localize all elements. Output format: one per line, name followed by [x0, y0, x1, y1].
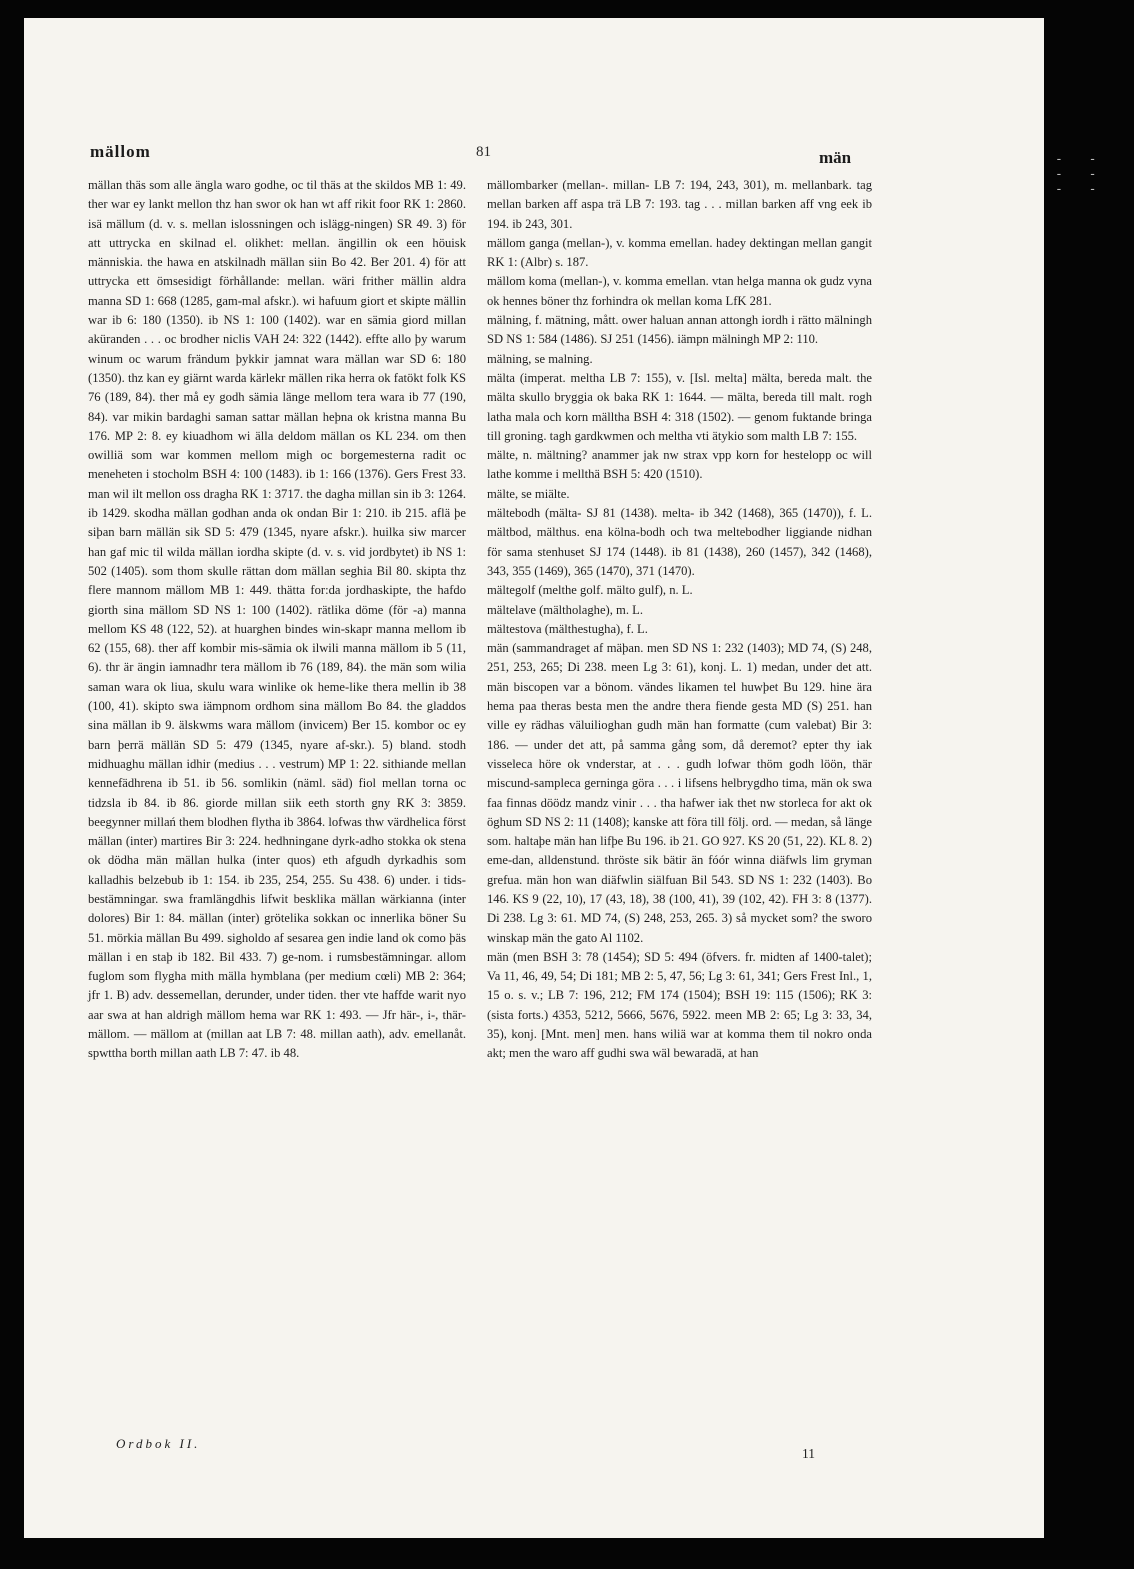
entry-malning: mälning, f. mätning, mått. ower haluan annan attongh iordh i rätto mälningh SD NS 1: 584 (1486). SJ 251 (1456). iämpn mälningh MP 2: 110. [487, 313, 872, 347]
left-column [88, 176, 466, 1064]
header-right-word: män [819, 148, 852, 167]
header-left-word: mällom [90, 142, 151, 161]
left-column-text: mällan thäs som alle ängla waro godhe, oc til thäs at the skildos MB 1: 49. ther war ey lankt mellon thz han swor ok han wt aff rikit foor RK 1: 2860. isä mällum (d. v. s. mellan islossningen och islägg-ningen) SR 49. 3) för att uttrycka en skilnad el. olikhet: mellan. ängillin ok een höuisk människia. the hawa en atskilnadh mällan siin Bo 42. Ber 201. 4) för att uttrycka ett ömsesidigt förhållande: mellan. wäri frither mällin aldra manna SD 1: 668 (1285, gam-mal afskr.). wi hafuum giort et skipte mällin war ib 6: 180 (1350). ib NS 1: 100 (1402). war en sämia giord millan aküranden . . . oc brodher niclis VAH 24: 322 (1442). effte allo þy warum winum oc warum frändum þykkir jamnat wara mällan war SD 6: 180 (1350). thz kan ey giärnt warda kärlekr mällen rika herra ok fatökt folk KS 76 (189, 84). ther må ey godh sämia länge mellom tera wara ib 77 (190, 84). var mikin bardaghi saman sattar mällan heþna ok kristna manna Bu 176. MP 2: 8. ey kiuadhom wi älla deldom mällan os KL 234. om then owilliä som war kommen mellom migh oc borgemesterna radit oc meneheten i stocholm BSH 4: 100 (1483). ib 1: 166 (1376). Gers Frest 33. man wil ilt mellon oss dragha RK 1: 3717. the dagha millan sin ib 3: 1264. ib 1429. skodha mällan godhan anda ok ondan Bir 1: 210. ib 215. aflä þe siþan barn mällän sik SD 5: 479 (1345, nyare afskr.). huilka siw marcer han gaf mic til wilda mällan iordha skipte (d. v. s. vid jordbytet) ib NS 1: 502 (1405). som thom skulle rättan dom mällan seghia Bil 80. skipta thz flere mannom mällom MB 1: 449. thätta for:da jordhaskipte, the hafdo giorth sina mällom SD NS 1: 100 (1402). rätlika döme (för -a) manna mellom KS 48 (122, 52). at huarghen bindes win-skapr manna mellom ib 62 (155, 68). ther aff kombir mis-sämia ok ilwili manna mällom ib 5 (11, 6). thr är ängin iamnadhr tera mällom ib 76 (189, 84). the män som wilia saman wara ok liua, skulu wara winlike ok heme-like thera mellin ib 38 (100, 41). skipto swa iämpnom ordhom sina mällom Bo 84. the gladdos sina mällan ib 9. älskwms wara mällom (invicem) Ber 15. kombor oc ey barn þerrä mällän SD 5: 479 (1345, nyare af-skr.). 5) bland. stodh midhuaghu mällan idhir (medius . . . vestrum) MP 1: 22. sithiande mellan kennefädhrena ib 51. ib 56. somlikin (näml. säd) fiol mellan torna oc tidzsla ib 84. ib 86. giorde millan siik eeth storth gny RK 3: 3859. beegynner millań them blodhen flytha ib 3864. lofwas thw värdhelica först mällan (inter) martires Bir 3: 224. hedhningane dyrk-adho stokka ok stena ok dödha män mällan hulka (inter quos) eth afgudh dyrkadhis som kalladhis belzebub ib 1: 154. ib 235, 254, 255. Su 438. 6) under. i tids-bestämningar. swa framlängdhis lifwit besklika mällan wärkianna (inter dolores) Bir 1: 84. mällan (inter) grötelika sokkan oc innerlika böner Su 51. mörkia mällan Bu 499. sigholdo af sesarea gen indie land ok como þäs mällan i en staþ ib 182. Bil 433. 7) ge-nom. i rumsbestämningar. allom fuglom som flygha mith mälla hymblana (per medium cœli) MB 2: 364; jfr 1. B) adv. dessemellan, derunder, under tiden. ther vte haffde warit nyo aar swa at han aldrigh mällom hema war RK 1: 493. — Jfr här-, i-, thär-mällom. — mällom at (millan aat LB 7: 48. millan aath), adv. emellanåt. spwttha borth millan aath LB 7: 47. ib 48. [88, 178, 466, 1061]
entry-malte-ref: mälte, se miälte. [487, 486, 570, 501]
dictionary-page [24, 18, 1044, 1538]
entry-man-medan: män (sammandraget af mäþan. men SD NS 1: 232 (1403); MD 74, (S) 248, 251, 253, 265; Di 238. meen Lg 3: 61), konj. L. 1) medan, under det att. män biscopen var a bönom. vändes likamen tel huwþet Bu 129. hine ära hema paa theras besta men the andre thera fiende gesta MD (S) 251. han ville ey rädhas väluilioghan gudh män han formatte (cum valebat) Bir 3: 186. — under det att, på samma gång som, då deremot? epter thy iak visseleca höre ok vnderstar, at . . . gudh lofwar thöm godh löön, thär miscund-sampleca gerninga göra . . . i lifsens helbrygdho tima, män ok swa faa finnas döödz mandz vinir . . . tha hafwer iak thet nw storleca for akt ok öghum SD NS 2: 11 (1408); kanske att föra till följ. ord. — medan, så länge som. haltaþe män han lifþe Bu 196. ib 21. GO 927. KS 20 (51, 22). KL 8. 2) eme-dan, alldenstund. thröste sik bätir än fóór winna diäfwls lim gryman grefua. män hon wan diäfwlin siälfuan Bil 543. SD NS 1: 232 (1403). Bo 146. KS 9 (22, 10), 17 (43, 18), 38 (100, 41), 39 (102, 42). FH 3: 8 (1377). Di 238. Lg 3: 61. MD 74, (S) 248, 253, 265. 3) så mycket som? the sworo winskap män the gato Al 1102. [487, 641, 872, 945]
right-column [487, 176, 872, 1064]
entry-maltestova: mältestova (mälthestugha), f. L. [487, 621, 648, 636]
entry-maltelave: mältelave (mältholaghe), m. L. [487, 602, 643, 617]
entry-malning-ref: mälning, se malning. [487, 351, 593, 366]
entry-malte: mälte, n. mältning? anammer jak nw strax vpp korn for hestelopp oc will lathe komme i mellthä BSH 5: 420 (1510). [487, 448, 872, 482]
entry-maltebodh: mältebodh (mälta- SJ 81 (1438). melta- ib 342 (1468), 365 (1470)), f. L. mältbod, mälthus. ena kölna-bodh och twa meltebodher liggiande nidhan för sama stenhuset SJ 174 (1448). ib 81 (1438), 260 (1457), 342 (1468), 343, 355 (1469), 365 (1470), 371 (1470). [487, 506, 872, 578]
sheet-number: 11 [802, 1446, 815, 1461]
entry-mallombarker: mällombarker (mellan-. millan- LB 7: 194, 243, 301), m. mellanbark. tag mellan barken aff aspa trä LB 7: 193. tag . . . millan barken aff vng eek ib 194. ib 243, 301. [487, 178, 872, 231]
entry-mallom-koma: mällom koma (mellan-), v. komma emellan. vtan helga manna ok gudz vyna ok hennes böner thz forhindra ok mellan koma LfK 281. [487, 274, 872, 308]
scan-edge-dashes: - - - - - - [1055, 152, 1106, 197]
entry-man-men: män (men BSH 3: 78 (1454); SD 5: 494 (öfvers. fr. midten af 1400-talet); Va 11, 46, 49, 54; Di 181; MB 2: 5, 47, 56; Lg 3: 61, 341; Gers Frest Inl., 1, 15 o. s. v.; LB 7: 196, 212; FM 174 (1504); BSH 19: 115 (1506); RK 3: (sista forts.) 4353, 5212, 5666, 5676, 5922. meen MB 2: 65; Lg 3: 33, 34, 35), konj. [Mnt. men] men. hans wiliä war at komma them til nokro onda akt; men the waro aff gudhi swa wäl bewaradä, at han [487, 949, 872, 1061]
page-number: 81 [476, 144, 491, 160]
entry-mallom-ganga: mällom ganga (mellan-), v. komma emellan. hadey dektingan mellan gangit RK 1: (Albr) s. 187. [487, 235, 872, 270]
signature-mark: Ordbok II. [116, 1436, 201, 1451]
entry-malta: mälta (imperat. meltha LB 7: 155), v. [Isl. melta] mälta, bereda malt. the mälta skullo bryggia ok baka RK 1: 1644. — mälta, bereda till malt. rogh latha mala och korn mälltha BSH 4: 318 (1502). — genom fuktande bringa till groning. tagh gardkwmen och meltha vti ätykio som malth LB 7: 155. [487, 370, 872, 443]
entry-maltegolf: mältegolf (melthe golf. mälto gulf), n. L. [487, 583, 693, 598]
